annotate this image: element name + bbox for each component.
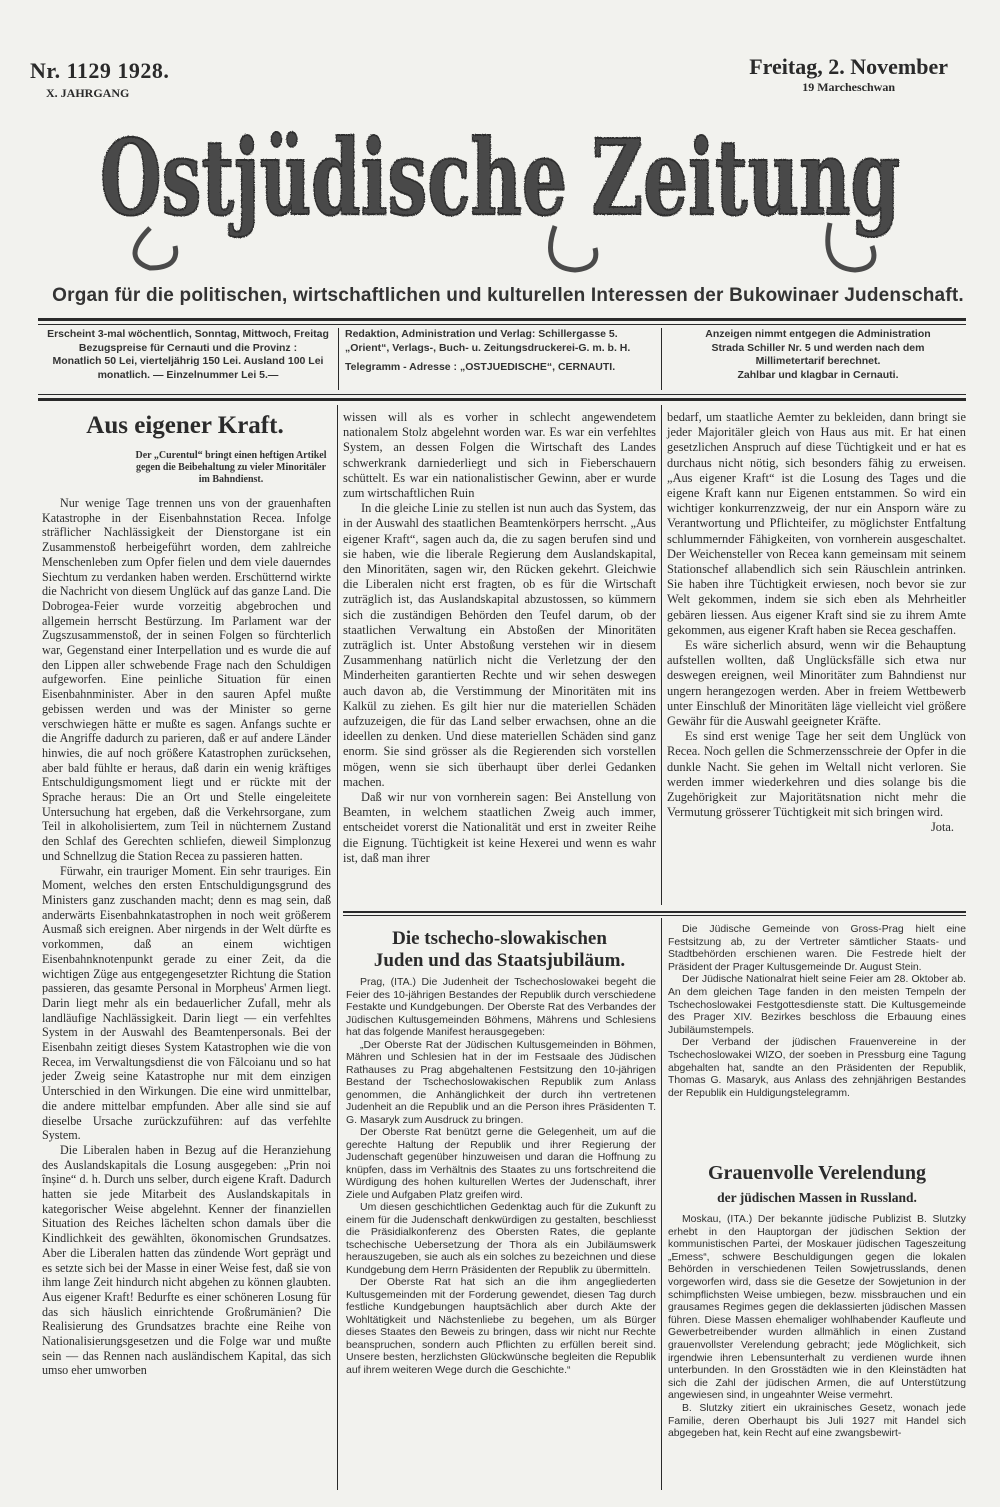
section-rule xyxy=(343,911,966,913)
paragraph: wissen will als es vorher in schlecht angewendetem nationalem Stolz abgelehnt worden war. Es war ein verfehltes System, an dessen Folgen die Wirtschaft des Landes schwerkrank darniederliegt und sich in Fieberschauern schüttelt. Es war ein nationalistischer Gewinn, aber er wurde zum wirtschaftlichen Ruin xyxy=(343,410,656,501)
column-rule xyxy=(661,405,662,905)
masthead-logo xyxy=(0,118,1000,278)
date-block xyxy=(749,54,948,95)
volume-label: X. JAHRGANG xyxy=(46,86,130,100)
article1-column-1 xyxy=(42,496,331,1378)
info-line: Millimetertarif berechnet. xyxy=(755,355,881,367)
article2-column-1 xyxy=(346,976,656,1376)
paragraph: Der Jüdische Nationalrat hielt seine Feier am 28. Oktober ab. An dem gleichen Tage fanden in den meisten Tempeln der Tschechoslowakei Festgottesdienste statt. Die Kultusgemeinde des Prager XIV. Bezirkes beschloss die Erbauung eines Jubiläumstempels. xyxy=(668,974,966,1036)
section-rule-thin xyxy=(343,915,966,916)
hebrew-date: 19 Marcheschwan xyxy=(802,80,895,94)
paragraph: B. Slutzky zitiert ein ukrainisches Gesetz, wonach jede Familie, deren Oberhaupt bis Juli 1927 mit Handel sich abgegeben hat, kein Recht auf eine zwangsbewirt- xyxy=(668,1402,966,1440)
info-top-rule xyxy=(38,318,966,321)
issue-date: Freitag, 2. November xyxy=(749,54,948,79)
info-line: Anzeigen nimmt entgegen die Administration xyxy=(705,328,931,340)
info-line: Telegramm - Adresse : „OSTJUEDISCHE“, CERNAUTI. xyxy=(345,361,616,373)
paper-subtitle: Organ für die politischen, wirtschaftlichen und kulturellen Interessen der Bukowinaer Judenschaft. xyxy=(52,285,964,306)
article1-column-2 xyxy=(343,410,656,866)
article3-headline: Grauenvolle Verelendung xyxy=(708,1162,926,1184)
paragraph: Moskau, (ITA.) Der bekannte jüdische Publizist B. Slutzky erhebt in den Hauptorgan der jüdischen Sektion der kommunistischen Partei, der Moskauer jüdischen Tageszeitung „Emess“, schwere Beschuldigungen gegen die lokalen Behörden in verschiedenen Teilen Sowjetrusslands, denen vorgeworfen wird, dass sie die Gesetze der Sowjetunion in der schimpflichsten Weise umbiegen, bezw. missbrauchen und ein grausames Regimes gegen die deklassierten jüdischen Massen führen. Diese Massen ehemaliger wohlhabender Kaufleute und Gewerbetreibender wurden allmählich in einen Zustand grauenvollster Verelendung gebracht; jede Möglichkeit, sich irgendwie ihren Lebensunterhalt zu verdienen wurde ihnen unterbunden. In den Grosstädten wie in den Kleinstädten hat sich die Zahl der jüdischen Armen, die auf Unterstützung angewiesen sind, in ungeahnter Weise vermehrt. xyxy=(668,1214,966,1402)
info-divider xyxy=(661,328,662,390)
info-line: Monatlich 50 Lei, vierteljährig 150 Lei. Ausland 100 Lei xyxy=(52,355,324,367)
info-line: Bezugspreise für Cernauti und die Provinz : xyxy=(78,341,298,354)
issue-block xyxy=(30,58,169,101)
issue-number: Nr. 1129 1928. xyxy=(30,58,170,83)
paragraph: Der Oberste Rat benützt gerne die Gelegenheit, um auf die gerechte Haltung der Republik und ihrer Regierung der Judenschaft gegenüber hinzuweisen und daran die Hoffnung zu knüpfen, dass im Verhältnis des Staates zu uns fortschreitend die Würdigung des hohen kulturellen Wertes der Judenschaft, ihrer Ziele und Aufgaben Platz greifen wird. xyxy=(346,1126,656,1201)
article1-signature: Jota. xyxy=(930,820,954,835)
paragraph: bedarf, um staatliche Aemter zu bekleiden, dann bringt sie jeder Majoritäler gleich von Haus aus mit. Er hat einen gesetzlichen Anspruch auf diese Tüchtigkeit und er hat es durchaus nicht nötig, sich besonders fähig zu erweisen. „Aus eigener Kraft“ ist die Losung des Tages und die eigene Kraft kann nur Eigenen entstammen. So wird ein wichtiger konkurrenzzweig, der nur ein Ansporn wäre zu Verantwortung und Pflichteifer, zu möglichster Entfaltung schlummernder Fähigkeiten, von vornherein ausgeschaltet. Der Weichensteller von Recea kann gemeinsam mit seinem Stationschef allabendlich sich sein Räuschlein antrinken. Sie haben ihre Tüchtigkeit erwiesen, noch bevor sie zur Welt gekommen, indem sie sich eben als Mehrheitler gebären liessen. Aus eigener Kraft sind sie zu ihrem Amte gekommen, aus eigener Kraft haben sie Recea geschaffen. xyxy=(667,410,966,637)
column-rule xyxy=(337,405,338,1490)
info-bottom-rule xyxy=(38,398,966,401)
info-divider xyxy=(338,328,339,390)
info-line: Zahlbar und klagbar in Cernauti. xyxy=(737,368,899,381)
paragraph: Der Oberste Rat hat sich an die ihm angegliederten Kultusgemeinden mit der Forderung gewendet, diesen Tag durch festliche Kundgebungen hauptsächlich aber durch Akte der Wohltätigkeit und Nächstenliebe zu begehen, um als Bürger dieses Staates den Beweis zu bringen, dass wir nicht nur Rechte beanspruchen, sondern auch Pflichten zu erfüllen bereit sind. Unsere besten, herzlichsten Glückwünsche begleiten die Republik auf ihrem weiteren Wege durch die Geschichte.“ xyxy=(346,1276,656,1376)
article3-body xyxy=(668,1214,966,1441)
subscription-info xyxy=(44,328,332,382)
info-bottom-rule-thin xyxy=(38,394,966,395)
paragraph: Daß wir nur von vornherein sagen: Bei Anstellung von Beamten, in welchem staatlichen Zweig auch immer, entscheidet vorerst die Nationalität und erst in zweiter Reihe die Eignung. Tüchtigkeit ist keine Hexerei und wenn es wahr ist, daß man ihrer xyxy=(343,790,656,865)
headline-line: Die tschecho-slowakischen xyxy=(392,928,607,949)
paragraph: Fürwahr, ein trauriger Moment. Ein sehr trauriges. Ein Moment, welches den ersten Entschuldigungsgrund des Ministers ganz zuschanden macht; denn es mag sein, daß anderwärts Eisenbahnkatastrophen in noch weit größerem Ausmaß sich ereignen. Aber nirgends in der Welt dürfte es vorkommen, daß an einem wichtigen Eisenbahnknotenpunkt gerade zu einer Zeit, da die wichtigen Züge aus entgegengesetzter Richtung die Station passieren, das gesamte Personal in Morpheus' Armen liegt. Darin liegt mehr als ein bedauerlicher Zufall, mehr als landläufige Nachlässigkeit. Darin liegt — ein verfehltes System in der Auswahl des Beamtenpersonals. Bei der Eisenbahn zeitigt dieses System Katastrophen wie die von Recea, im Verwaltungsdienst die von Fălcoianu und so hat jeder Zweig seine Katastrophe nur mit dem einzigen Unterschied in den Wirkungen. Die eine wird unmittelbar, die andere mittelbar empfunden. Aber alle sind sie auf dieselbe Ursache zurückzuführen: auf das verfehlte System. xyxy=(42,863,331,1143)
info-line: Strada Schiller Nr. 5 und werden nach dem xyxy=(711,341,925,354)
info-top-rule-thin xyxy=(38,324,966,325)
paragraph: Um diesen geschichtlichen Gedenktag auch für die Zukunft zu einem für die Judenschaft denkwürdigen zu gestalten, beschliesst die Präsidialkonferenz des Obersten Rates, die geplante tschechische Uebersetzung der Thora als ein Jubiläumswerk herauszugeben, sie auch als ein solches zu bezeichnen und diese Kundgebung dem Herrn Präsidenten der Republik zu übermitteln. xyxy=(346,1201,656,1276)
paragraph: Die Liberalen haben in Bezug auf die Heranziehung des Auslandskapitals die Losung ausgegeben: „Prin noi înșine“ d. h. Durch uns selber, durch eigene Kraft. Dadurch hatten sie jede Mitarbeit des Auslandskapitals in kategorischer Weise abgelehnt. Kenner der finanziellen Situation des Reiches lächelten schon damals über die Kindlichkeit des gewählten, ökonomischen Grundsatzes. Aber die Liberalen hatten das zündende Wort geprägt und es setzte sich bei der Masse in einer Weise fest, daß sie von ihm lange Zeit hindurch nicht abgehen zu können glaubten. Aus eigener Kraft! Bedurfte es einer schöneren Losung für das sich häuslich einrichtende Großrumänien? Die Realisierung des Grundsatzes brachte eine Reihe von Nationalisierungsgesetzen und die Folge war und mußte sein — das Rennen nach ausländischem Kapital, das sich umso eher umworben xyxy=(42,1142,331,1378)
article3-subheadline: der jüdischen Massen in Russland. xyxy=(717,1190,917,1205)
publisher-info xyxy=(345,328,653,375)
article1-headline: Aus eigener Kraft. xyxy=(86,412,284,439)
paragraph: „Der Oberste Rat der Jüdischen Kultusgemeinden in Böhmen, Mähren und Schlesien hat in der im Festsaale des Jüdischen Rathauses zu Prag abgehaltenen Festsitzung den 10-jährigen Bestand der Tschechoslowakischen Republik zum Anlass genommen, die Anhänglichkeit der durch ihn vertretenen Judenheit an die Republik und an die Person ihres Präsidenten T. G. Masaryk zum Ausdruck zu bringen. xyxy=(346,1038,656,1126)
paragraph: Es wäre sicherlich absurd, wenn wir die Behauptung aufstellen wollten, daß Unglücksfälle sich etwa nur deswegen ereignen, weil Minoritäter zum Bahndienst nur ungern herangezogen werden. Aber in freiem Wettbewerb unter Einschluß der Minoritäten läge vielleicht viel größere Gewähr für die Auswahl geeigneter Kräfte. xyxy=(667,638,966,729)
paragraph: Es sind erst wenige Tage her seit dem Unglück von Recea. Noch gellen die Schmerzensschreie der Opfer in die dunkle Nacht. Sie gehen im Weltall nicht verloren. Sie werden immer wiederkehren und dies solange bis die Zugehörigkeit zur Majoritätsnation nicht mehr die Vermutung grösserer Tüchtigkeit mit sich bringen wird. xyxy=(667,729,966,820)
masthead-title: Ostjüdische Zeitung xyxy=(100,118,900,239)
advertising-info xyxy=(668,328,968,382)
paragraph: Der Verband der jüdischen Frauenvereine in der Tschechoslowakei WIZO, der soeben in Pressburg eine Tagung abgehalten hat, sandte an den Präsidenten der Republik, Thomas G. Masaryk, aus Anlass des zehnjährigen Bestandes der Republik ein Huldigungstelegramm. xyxy=(668,1037,966,1099)
info-line: monatlich. — Einzelnummer Lei 5.— xyxy=(97,368,279,381)
column-rule xyxy=(661,918,662,1490)
article2-headline xyxy=(343,928,656,972)
paragraph: Die Jüdische Gemeinde von Gross-Prag hielt eine Festsitzung ab, zu der Vertreter sämtlicher Staats- und Stadtbehörden erschienen waren. Die Festrede hielt der Präsident der Prager Kultusgemeinde Dr. August Stein. xyxy=(668,924,966,973)
headline-line: Juden und das Staatsjubiläum. xyxy=(373,950,626,971)
info-line: Redaktion, Administration und Verlag: Schillergasse 5. xyxy=(345,328,618,340)
paragraph: Nur wenige Tage trennen uns von der grauenhaften Katastrophe in der Eisenbahnstation Recea. Infolge sträflicher Nachlässigkeit der Dienstorgane ist ein Zusammenstoß herbeigeführt worden, dem zahlreiche Menschenleben zum Opfer fielen und dem viele dauerndes Siechtum zu verdanken haben werden. Erschütternd wirkte die Nachricht von diesem Unglück auf das ganze Land. Die Dobrogea-Feier wurde vorzeitig abgebrochen und allgemein herrscht Bestürzung. Im Parlament war der Zugszusammenstoß, der in seinen Folgen so fürchterlich war, Gegenstand einer Interpellation und es wurde die auf den Lippen aller schwebende Frage nach den Schuldigen aufgeworfen. Eine peinliche Situation für einen Eisenbahnminister. Aber in den sauren Apfel mußte gebissen werden und was der Minister so gerne verschwiegen hätte er mußte es sagen. Anfangs suchte er die Angriffe dadurch zu parieren, daß er auf andere Länder hinwies, die auf noch größere Katastrophen zurücksehen, aber bald fühlte er heraus, daß darin ein wenig kräftiges Entschuldigungsmoment liegt und er rückte mit der Sprache heraus: Die an Ort und Stelle eingeleitete Untersuchung hat ergeben, daß die Verkehrsorgane, zum Teil in alkoholisiertem, zum Teil in nüchternem Zustand den Schlaf des Gerechten schliefen, dieweil Simplonzug und Schnellzug die Station Recea zu passieren hatten. xyxy=(42,496,331,863)
info-line: „Orient“, Verlags-, Buch- u. Zeitungsdruckerei-G. m. b. H. xyxy=(345,341,631,354)
info-line: Erscheint 3-mal wöchentlich, Sonntag, Mittwoch, Freitag xyxy=(47,328,329,340)
article2-column-2 xyxy=(668,924,966,1100)
paragraph: Prag, (ITA.) Die Judenheit der Tschechoslowakei begeht die Feier des 10-jährigen Bestandes der Republik durch verschiedene Festakte und Kundgebungen. Der Oberste Rat des Verbandes der Jüdischen Kultusgemeinden Böhmens, Mährens und Schlesiens hat das folgende Manifest herausgegeben: xyxy=(346,976,656,1038)
article1-column-3 xyxy=(667,410,966,836)
article1-lead-note: Der „Curentul“ bringt einen heftigen Artikel gegen die Beibehaltung zu vieler Minoritäler im Bahndienst. xyxy=(135,450,327,485)
paragraph: In die gleiche Linie zu stellen ist nun auch das System, das in der Auswahl des staatlichen Beamtenkörpers herrscht. „Aus eigener Kraft“, sagen auch da, die zu sagen berufen sind und sie haben, wie die liberale Regierung dem Auslandskapital, den Minoritäten, sagen wir, den Rücken gekehrt. Gleichwie die Liberalen nicht erst fragten, ob es für die Wirtschaft zuträglich ist, das Auslandskapital abzustossen, so kümmern sich die zuständigen Behörden den Teufel darum, ob der staatlichen Verwaltung ein Abstoßen der Minoritäten zuträglich ist. Unter Abstoßung verstehen wir in diesem Zusammenhang natürlich nicht die Verletzung der den Minderheiten garantierten Rechte und wir sehen deswegen auch davon ab, die Verstimmung der Minoritäten mit ins Kalkül zu ziehen. Es gilt hier nur die materiellen Schäden aufzuzeigen, die für das Land selber erwachsen, ohne an die ideellen zu denken. Und diese materiellen Schäden sind ganz enorm. Sie sind grösser als die Regierenden sich vorstellen mögen, wenn sie sich überhaupt über derlei Gedanken machen. xyxy=(343,501,656,789)
